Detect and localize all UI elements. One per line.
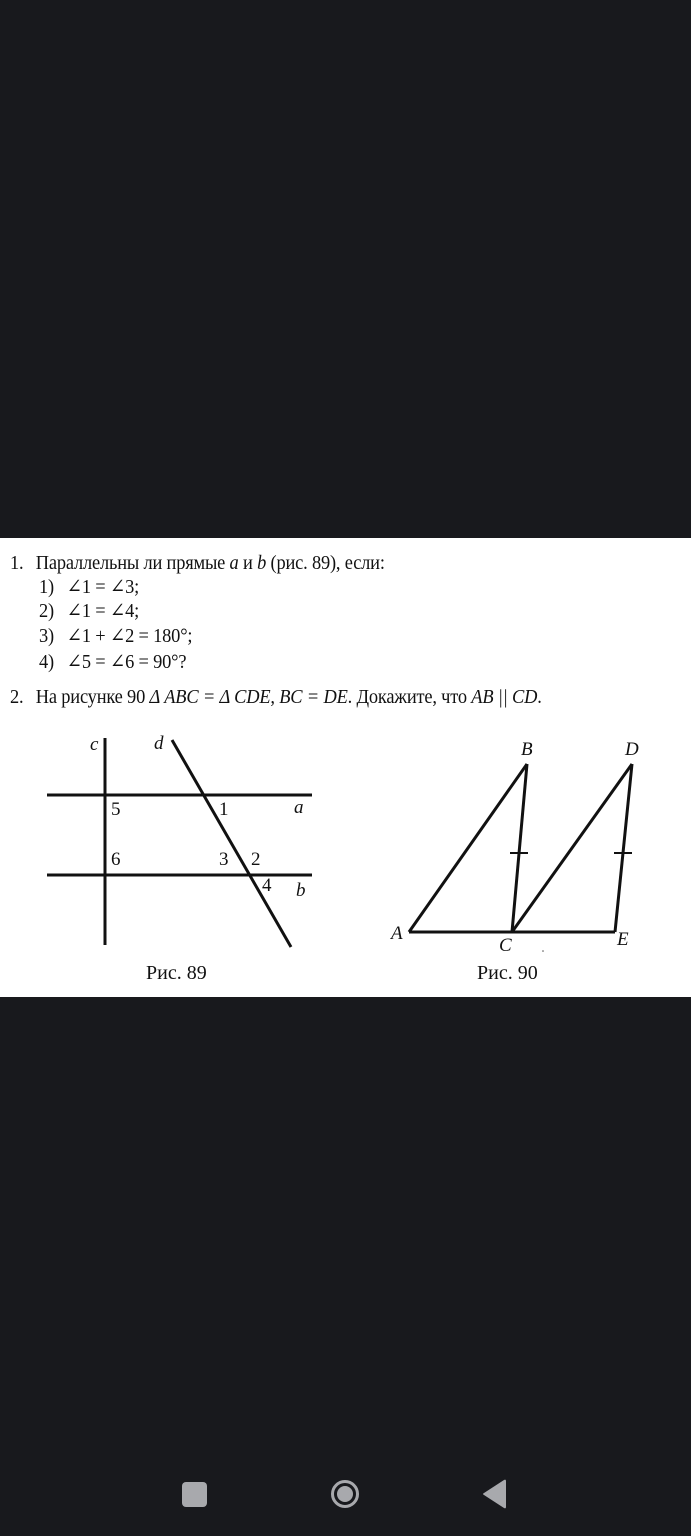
recents-button[interactable] (174, 1474, 214, 1514)
var-b: b (257, 552, 267, 574)
label-angle-4: 4 (262, 875, 272, 896)
home-circle-icon (331, 1480, 359, 1508)
textbook-page-image (0, 538, 691, 997)
item-label: 3) (39, 625, 54, 647)
problem-text: . Докажите, что (347, 686, 472, 708)
item-label: 1) (39, 576, 54, 598)
label-point-D: D (625, 739, 639, 760)
problem-number: 2. (10, 686, 24, 708)
segment-BC (512, 764, 527, 932)
problem-text: На рисунке 90 (35, 686, 150, 708)
back-button[interactable] (475, 1474, 515, 1514)
label-angle-2: 2 (251, 849, 261, 870)
figure-90-triangles (0, 538, 691, 997)
item-expr: ∠1 = ∠3; (66, 576, 140, 598)
label-line-a: a (294, 797, 304, 818)
back-triangle-icon (482, 1479, 508, 1509)
problem-text: Параллельны ли прямые (35, 552, 230, 574)
item-label: 2) (39, 600, 54, 622)
var-a: a (229, 552, 239, 574)
label-point-A: A (391, 923, 403, 944)
label-line-d: d (154, 733, 164, 754)
math-expression: AB || CD (471, 686, 538, 708)
item-label: 4) (39, 651, 54, 673)
label-angle-6: 6 (111, 849, 121, 870)
problem-text: и (238, 552, 258, 574)
label-angle-5: 5 (111, 799, 121, 820)
label-angle-3: 3 (219, 849, 229, 870)
label-angle-1: 1 (219, 799, 229, 820)
figure-90-caption: Рис. 90 (477, 962, 538, 984)
label-line-b: b (296, 880, 306, 901)
problem-text: (рис. 89), если: (266, 552, 385, 574)
label-point-B: B (521, 739, 533, 760)
label-point-E: E (617, 929, 629, 950)
item-expr: ∠1 + ∠2 = 180°; (66, 625, 193, 647)
segment-DE (615, 764, 632, 932)
segment-CD (512, 764, 632, 932)
item-expr: ∠5 = ∠6 = 90°? (66, 651, 187, 673)
label-point-C: C (499, 935, 512, 956)
problem-number: 1. (10, 552, 24, 574)
recents-square-icon (182, 1482, 207, 1507)
item-expr: ∠1 = ∠4; (66, 600, 140, 622)
system-navigation-bar (0, 1452, 691, 1536)
figure-89-caption: Рис. 89 (146, 962, 207, 984)
math-expression: Δ ABC = Δ CDE, BC = DE (149, 686, 348, 708)
label-line-c: c (90, 734, 99, 755)
home-button[interactable] (325, 1474, 365, 1514)
segment-AB (409, 764, 527, 932)
problem-text: . (537, 686, 542, 708)
